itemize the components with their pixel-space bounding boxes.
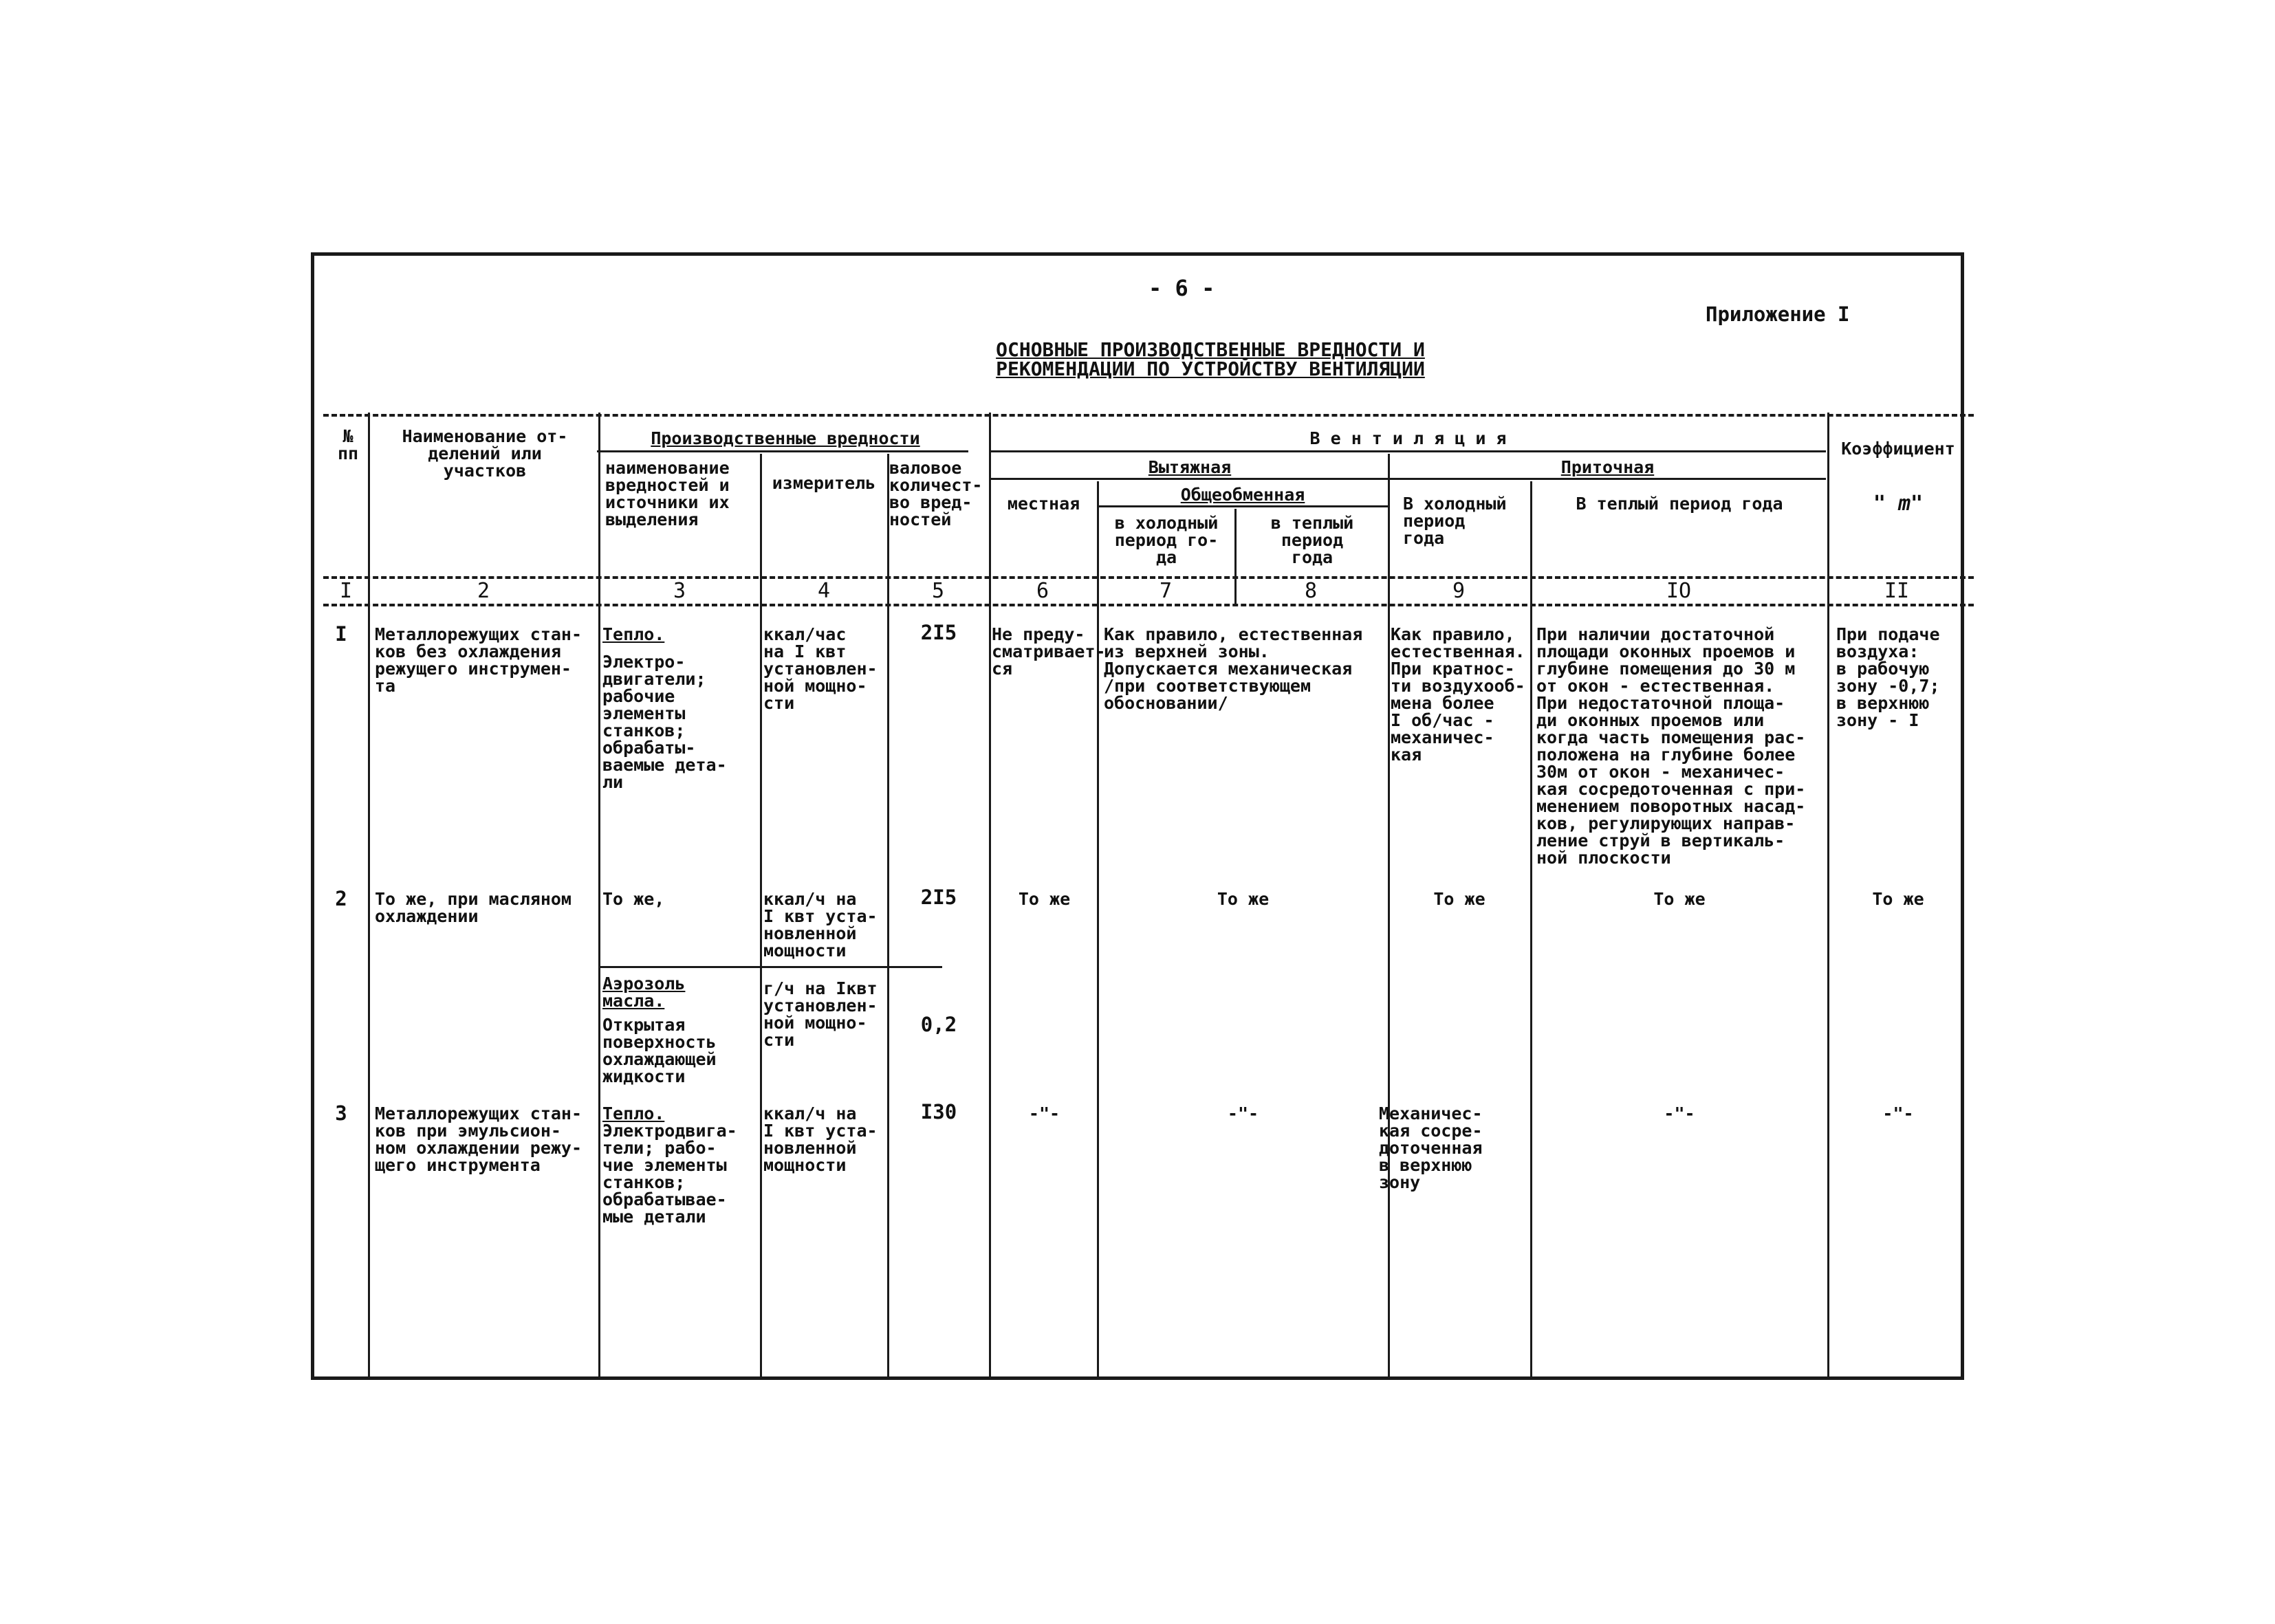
header-num: № пп — [337, 426, 359, 463]
row-2-sub-hazard-title: Аэрозоль масла. — [602, 974, 686, 1011]
col-line-1 — [368, 413, 370, 1379]
row-3-coef: -"- — [1882, 1104, 1914, 1123]
row-1-gross: 2I5 — [920, 621, 957, 644]
row-1-coef: При подаче воздуха: в рабочую зону -0,7; в верхнюю зону - I — [1836, 624, 1940, 730]
page-number: - 6 - — [1149, 275, 1215, 301]
col-line-6 — [1097, 481, 1099, 1379]
header-meter: измеритель — [772, 473, 876, 493]
appendix-label: Приложение I — [1706, 303, 1850, 326]
col-number-rule — [323, 604, 1974, 606]
col-number: 2 — [477, 579, 490, 603]
row-1-hazard-title: Тепло. — [602, 624, 665, 644]
col-number: 6 — [1036, 579, 1049, 603]
header-top-rule — [323, 414, 1974, 417]
row-2-dept: То же, при масляном охлаждении — [375, 889, 572, 926]
header-cold: в холодный период го- да — [1114, 513, 1219, 567]
header-general: Общеобменная — [1180, 485, 1305, 505]
header-supply-warm: В теплый период года — [1576, 494, 1783, 514]
header-gross: валовое количест- во вред- ностей — [889, 458, 983, 529]
title-line-1: ОСНОВНЫЕ ПРОИЗВОДСТВЕННЫЕ ВРЕДНОСТИ И — [996, 338, 1425, 361]
row-2-num: 2 — [335, 887, 347, 910]
row-2-hazard-title: То же, — [602, 889, 665, 909]
row2-sub-rule — [598, 966, 942, 968]
header-exhaust: Вытяжная — [1148, 457, 1232, 477]
row-3-hazard-source: Электродвига- тели; рабо- чие элементы станков; обрабатывае- мые детали — [602, 1121, 737, 1227]
col-line-5 — [989, 413, 991, 1379]
row-1-hazard-source: Электро- двигатели; рабочие элементы станков; обрабаты- ваемые дета- ли — [602, 652, 727, 792]
header-dept: Наименование от- делений или участков — [402, 426, 568, 481]
col-number: 5 — [931, 579, 945, 603]
row-1-supply-cold: Как правило, естественная. При кратнос- ти воздухооб- мена более I об/час - механичес- кая — [1391, 624, 1525, 765]
header-coef-m: " m" — [1873, 492, 1924, 516]
col-number: 9 — [1452, 579, 1466, 603]
row-1-local: Не преду- сматривает- ся — [992, 624, 1106, 679]
col-number: 8 — [1304, 579, 1318, 603]
hazards-group-rule — [597, 450, 968, 452]
col-line-3 — [760, 454, 762, 1379]
header-ventilation-group: В е н т и л я ц и я — [1309, 428, 1507, 448]
col-number: 7 — [1159, 579, 1173, 603]
col-number: 3 — [673, 579, 686, 603]
header-supply-cold: В холодный период года — [1403, 494, 1507, 548]
row-1-meter: ккал/час на I квт установлен- ной мощно- сти — [763, 624, 878, 713]
header-warm: в теплый период года — [1270, 513, 1354, 567]
row-3-local: -"- — [1028, 1104, 1060, 1123]
row-2-sub-hazard-source: Открытая поверхность охлаждающей жидкости — [602, 1015, 717, 1086]
row-2-supply-cold: То же — [1433, 889, 1485, 909]
col-line-4 — [887, 454, 889, 1379]
document-title — [949, 340, 1472, 379]
title-line-2: РЕКОМЕНДАЦИИ ПО УСТРОЙСТВУ ВЕНТИЛЯЦИИ — [996, 358, 1425, 380]
col-line-2 — [598, 413, 600, 1379]
row-1-num: I — [335, 622, 347, 646]
header-coef: Коэффициент — [1841, 439, 1955, 459]
general-rule — [1097, 505, 1389, 507]
row-3-dept: Металлорежущих стан- ков при эмульсион- ном охлаждении режу- щего инструмента — [375, 1104, 583, 1175]
header-supply: Приточная — [1560, 457, 1655, 477]
ventilation-group-rule — [990, 450, 1826, 452]
supply-rule — [1389, 478, 1826, 480]
row-2-coef: То же — [1872, 889, 1924, 909]
row-2-general: То же — [1217, 889, 1270, 909]
row-2-sub-meter: г/ч на Iквт установлен- ной мощно- сти — [763, 978, 878, 1050]
row-3-supply-cold: Механичес- кая сосре- доточенная в верхнюю зону — [1379, 1104, 1483, 1192]
col-number: 4 — [817, 579, 831, 603]
row-3-meter: ккал/ч на I квт уста- новленной мощности — [763, 1104, 878, 1175]
row-3-supply-warm: -"- — [1664, 1104, 1695, 1123]
row-2-supply-warm: То же — [1653, 889, 1706, 909]
row-3-gross: I30 — [920, 1100, 957, 1123]
row-2-sub-gross: 0,2 — [920, 1013, 957, 1036]
col-line-9 — [1530, 481, 1532, 1379]
col-number: IO — [1666, 579, 1692, 603]
row-1-general: Как правило, естественная из верхней зоны. Допускается механическая /при соответствующем обосновании/ — [1104, 624, 1363, 713]
row-2-gross: 2I5 — [920, 886, 957, 909]
exhaust-rule — [990, 478, 1389, 480]
row-1-dept: Металлорежущих стан- ков без охлаждения режущего инструмен- та — [375, 624, 583, 696]
header-local: местная — [1007, 494, 1080, 514]
col-number: II — [1884, 579, 1910, 603]
row-3-general: -"- — [1227, 1104, 1259, 1123]
row-3-num: 3 — [335, 1101, 347, 1125]
header-hazards-group: Производственные вредности — [651, 428, 920, 448]
row-2-local: То же — [1018, 889, 1071, 909]
row-2-meter: ккал/ч на I квт уста- новленной мощности — [763, 889, 878, 961]
col-line-8 — [1388, 454, 1390, 1379]
col-number: I — [339, 579, 353, 603]
header-hazard-name: наименование вредностей и источники их выделения — [605, 458, 730, 529]
row-3-hazard-title: Тепло. — [602, 1104, 665, 1123]
row-1-supply-warm: При наличии достаточной площади оконных проемов и глубине помещения до 30 м от окон - естественная. При недостаточной площа- ди оконных проемов или когда часть помещения рас- положена на глубине более 30м от окон - механичес- кая сосредоточенная с при- менением поворотных насад- ков, регулирующих направ- ление струй в вертикаль- ной плоскости — [1536, 624, 1806, 868]
